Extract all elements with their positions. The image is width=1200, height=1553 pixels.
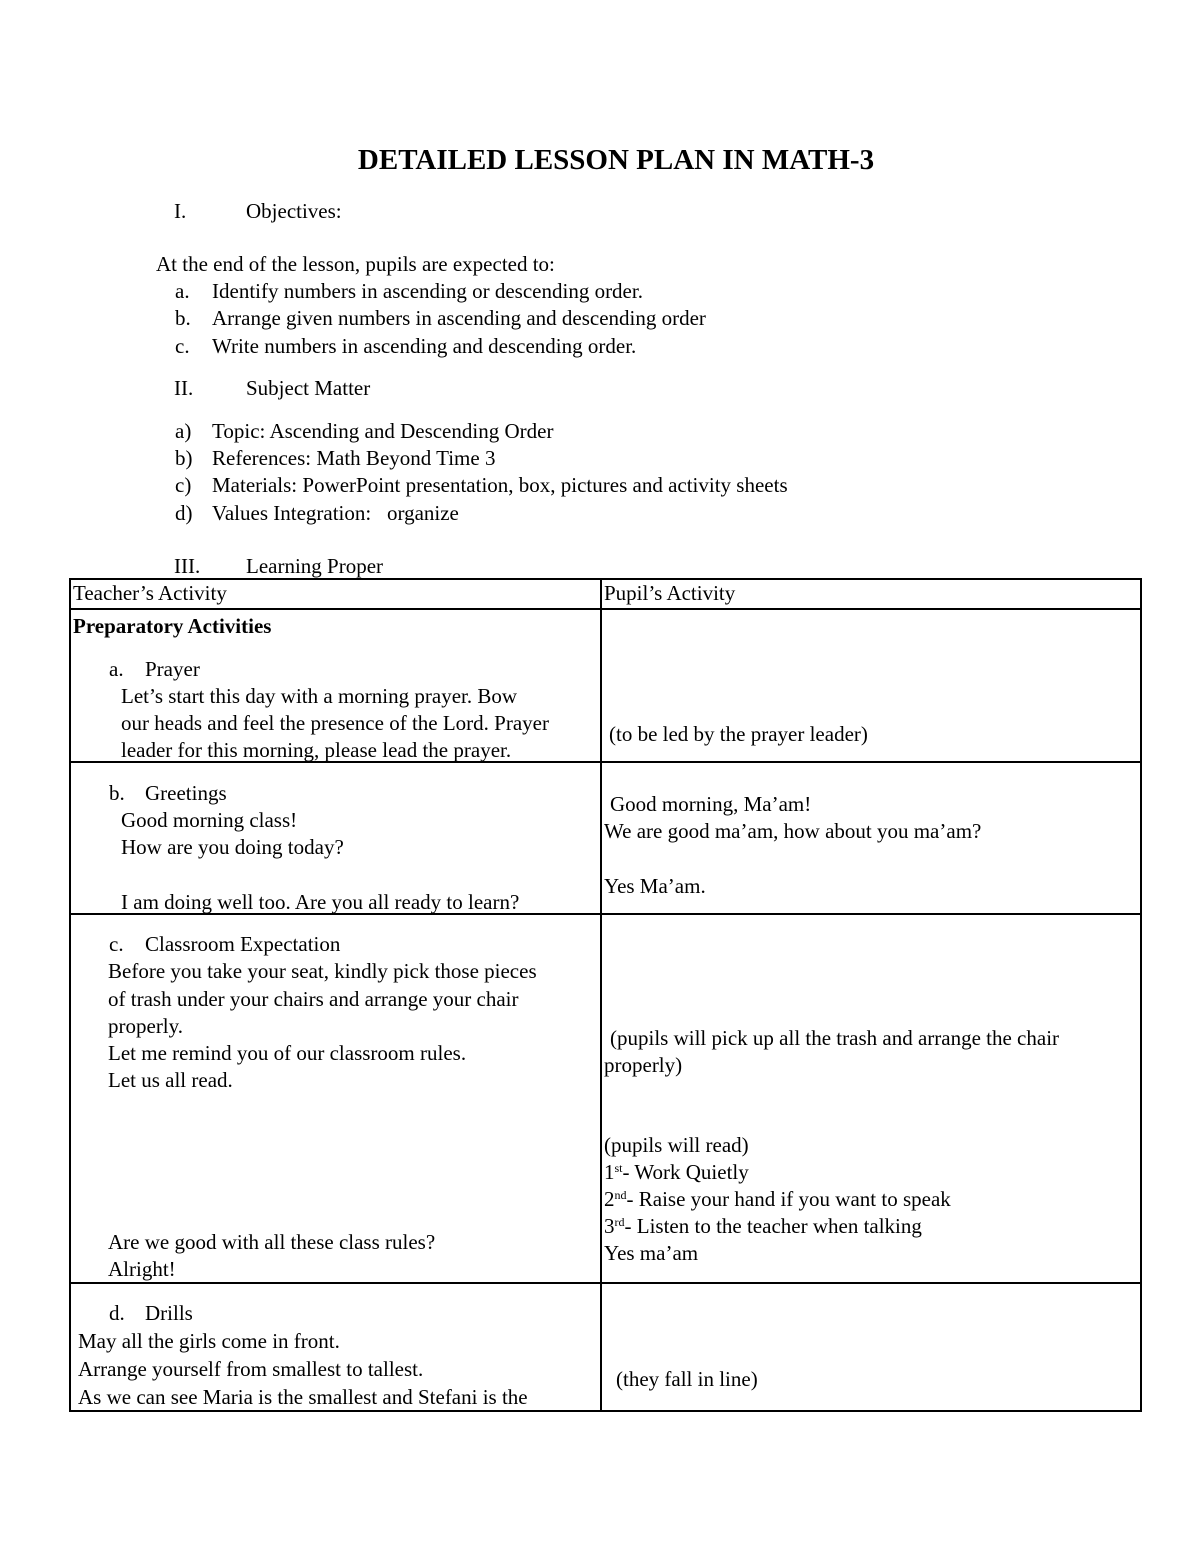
- document-title: DETAILED LESSON PLAN IN MATH-3: [357, 144, 875, 176]
- expectation-pupil-answer: Yes ma’am: [604, 1241, 699, 1265]
- class-rule: 2nd- Raise your hand if you want to speak: [604, 1187, 951, 1211]
- greetings-teacher-line: How are you doing today?: [121, 835, 344, 859]
- expectation-teacher-line: properly.: [108, 1014, 184, 1038]
- pupil-cell-prayer: [601, 609, 1141, 762]
- class-rule: 3rd- Listen to the teacher when talking: [604, 1214, 922, 1238]
- drills-pupil-response: (they fall in line): [616, 1367, 758, 1391]
- drills-label: d. Drills: [109, 1301, 193, 1325]
- table-row-greetings: [70, 762, 1141, 914]
- subject-item: d) Values Integration: organize: [175, 501, 459, 525]
- objectives-heading-text: Objectives:: [246, 199, 342, 223]
- pupil-cell-drills: [601, 1283, 1141, 1411]
- section-title: Preparatory Activities: [73, 614, 272, 638]
- learning-proper-heading: [174, 553, 383, 580]
- objective-item: c. Write numbers in ascending and descending order.: [175, 334, 637, 358]
- expectation-teacher-line: of trash under your chairs and arrange your chair: [108, 987, 519, 1011]
- prayer-teacher-line: Let’s start this day with a morning prayer. Bow: [121, 684, 518, 708]
- teacher-cell-drills: [70, 1283, 601, 1411]
- expectation-pupil-read: (pupils will read): [604, 1133, 749, 1157]
- objective-item: a. Identify numbers in ascending or descending order.: [175, 279, 643, 303]
- prayer-pupil-response: (to be led by the prayer leader): [609, 722, 868, 746]
- teacher-cell-expectation: [70, 914, 601, 1283]
- table-row-prayer: [70, 609, 1141, 762]
- expectation-teacher-line: Alright!: [108, 1257, 176, 1281]
- greetings-teacher-line: I am doing well too. Are you all ready to learn?: [121, 890, 520, 914]
- greetings-pupil-line: Good morning, Ma’am!: [610, 792, 812, 816]
- teacher-cell-prayer: [70, 609, 601, 762]
- subject-item: a) Topic: Ascending and Descending Order: [175, 419, 554, 443]
- drills-teacher-line: As we can see Maria is the smallest and Stefani is the: [78, 1385, 528, 1409]
- expectation-teacher-line: Before you take your seat, kindly pick those pieces: [108, 959, 537, 983]
- greetings-pupil-line: Yes Ma’am.: [604, 874, 706, 898]
- greetings-pupil-line: We are good ma’am, how about you ma’am?: [604, 819, 982, 843]
- prayer-teacher-line: leader for this morning, please lead the prayer.: [121, 738, 512, 762]
- learning-proper-heading-text: Learning Proper: [246, 554, 384, 578]
- lesson-table: [69, 578, 1142, 1412]
- expectation-teacher-line: Are we good with all these class rules?: [108, 1230, 436, 1254]
- objectives-heading: [174, 198, 342, 225]
- greetings-label: b. Greetings: [109, 781, 227, 805]
- learning-proper-numeral: III.: [174, 554, 201, 578]
- subject-matter-numeral: II.: [174, 376, 194, 400]
- table-header-row: [70, 579, 1141, 609]
- expectation-teacher-line: Let me remind you of our classroom rules.: [108, 1041, 467, 1065]
- class-rule: 1st- Work Quietly: [604, 1160, 749, 1184]
- header-teacher-activity: Teacher’s Activity: [70, 579, 601, 609]
- greetings-teacher-line: Good morning class!: [121, 808, 298, 832]
- header-pupil-activity: Pupil’s Activity: [601, 579, 1141, 609]
- subject-matter-heading: [174, 375, 370, 402]
- drills-teacher-line: May all the girls come in front.: [78, 1329, 340, 1353]
- table-row-expectation: [70, 914, 1141, 1283]
- subject-matter-heading-text: Subject Matter: [246, 376, 371, 400]
- objectives-numeral: I.: [174, 199, 187, 223]
- objectives-intro: At the end of the lesson, pupils are expected to:: [156, 252, 555, 276]
- prayer-label: a. Prayer: [109, 657, 200, 681]
- expectation-pupil-line: properly): [604, 1053, 683, 1077]
- objective-item: b. Arrange given numbers in ascending and descending order: [175, 306, 706, 330]
- prayer-teacher-line: our heads and feel the presence of the Lord. Prayer: [121, 711, 549, 735]
- pupil-cell-greetings: [601, 762, 1141, 914]
- drills-teacher-line: Arrange yourself from smallest to tallest.: [78, 1357, 424, 1381]
- table-row-drills: [70, 1283, 1141, 1411]
- subject-item: c) Materials: PowerPoint presentation, box, pictures and activity sheets: [175, 473, 788, 497]
- subject-item: b) References: Math Beyond Time 3: [175, 446, 496, 470]
- pupil-cell-expectation: [601, 914, 1141, 1283]
- expectation-label: c. Classroom Expectation: [109, 932, 341, 956]
- expectation-pupil-line: (pupils will pick up all the trash and arrange the chair: [610, 1026, 1060, 1050]
- expectation-teacher-line: Let us all read.: [108, 1068, 233, 1092]
- teacher-cell-greetings: [70, 762, 601, 914]
